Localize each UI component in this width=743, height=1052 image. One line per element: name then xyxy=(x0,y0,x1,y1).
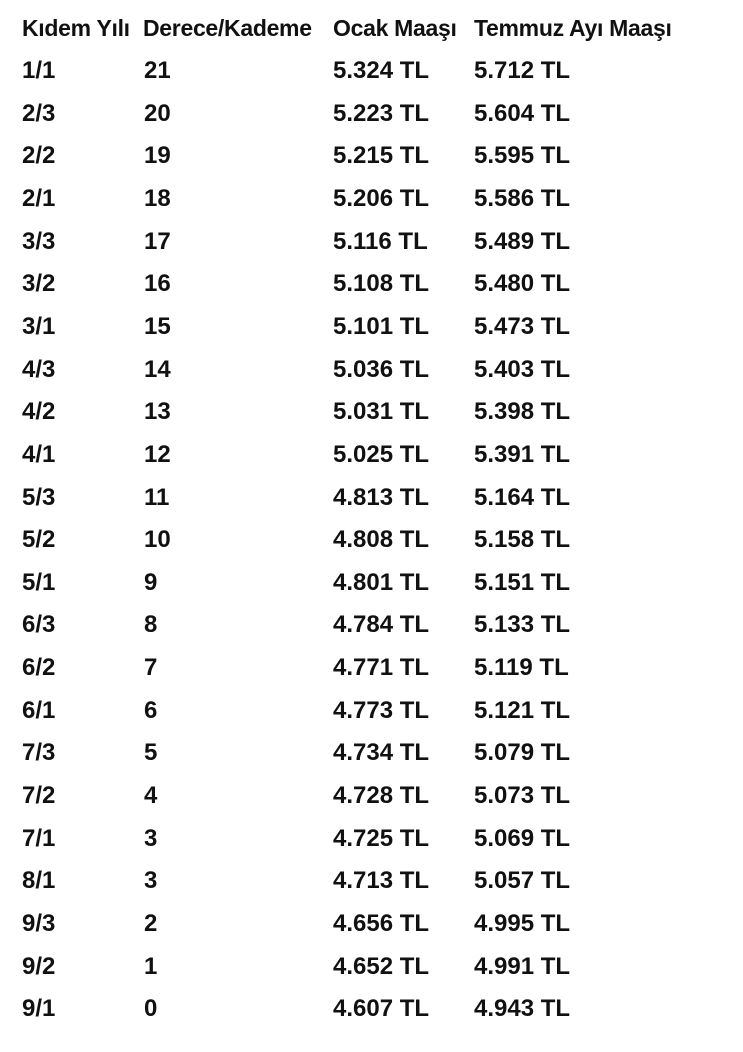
cell-ocak-maasi: 4.713 TL xyxy=(333,867,430,895)
table-row xyxy=(0,136,743,176)
cell-temmuz-maasi: 5.069 TL xyxy=(474,824,571,852)
cell-temmuz-maasi: 5.480 TL xyxy=(474,270,571,298)
cell-derece-kademe: 0 xyxy=(144,995,158,1023)
cell-kidem-yili: 3/3 xyxy=(22,227,56,255)
cell-derece-kademe: 20 xyxy=(144,99,171,127)
cell-temmuz-maasi: 5.133 TL xyxy=(474,611,571,639)
cell-derece-kademe: 16 xyxy=(144,270,171,298)
table-row xyxy=(0,691,743,731)
cell-temmuz-maasi: 5.164 TL xyxy=(474,483,571,511)
cell-kidem-yili: 8/1 xyxy=(22,867,56,895)
table-row xyxy=(0,392,743,432)
cell-derece-kademe: 10 xyxy=(144,526,171,554)
cell-kidem-yili: 7/3 xyxy=(22,739,56,767)
cell-ocak-maasi: 4.771 TL xyxy=(333,654,430,682)
header-kidem-yili: Kıdem Yılı xyxy=(22,15,130,41)
cell-derece-kademe: 2 xyxy=(144,910,158,937)
table-row xyxy=(0,776,743,816)
cell-kidem-yili: 3/2 xyxy=(22,270,56,298)
cell-ocak-maasi: 5.108 TL xyxy=(333,270,430,298)
cell-temmuz-maasi: 5.073 TL xyxy=(474,782,571,810)
header-ocak-maasi: Ocak Maaşı xyxy=(333,15,457,41)
cell-temmuz-maasi: 5.712 TL xyxy=(474,57,571,84)
cell-kidem-yili: 2/2 xyxy=(22,142,56,170)
cell-temmuz-maasi: 5.121 TL xyxy=(474,696,571,724)
table-row xyxy=(0,861,743,901)
cell-derece-kademe: 9 xyxy=(144,568,158,596)
cell-temmuz-maasi: 5.158 TL xyxy=(474,526,571,554)
cell-kidem-yili: 4/1 xyxy=(22,440,56,468)
cell-derece-kademe: 6 xyxy=(144,696,158,724)
cell-temmuz-maasi: 5.398 TL xyxy=(474,398,571,426)
cell-temmuz-maasi: 5.595 TL xyxy=(474,142,571,170)
table-row xyxy=(0,520,743,560)
table-row xyxy=(0,94,743,134)
cell-derece-kademe: 21 xyxy=(144,57,171,84)
cell-kidem-yili: 9/1 xyxy=(22,995,56,1023)
table-row xyxy=(0,947,743,987)
cell-ocak-maasi: 4.607 TL xyxy=(333,995,430,1023)
table-row xyxy=(0,733,743,773)
cell-temmuz-maasi: 5.489 TL xyxy=(474,227,571,255)
cell-ocak-maasi: 4.784 TL xyxy=(333,611,430,639)
cell-ocak-maasi: 5.116 TL xyxy=(333,227,428,255)
cell-ocak-maasi: 4.728 TL xyxy=(333,782,430,810)
cell-ocak-maasi: 5.101 TL xyxy=(333,312,430,340)
cell-ocak-maasi: 4.773 TL xyxy=(333,696,430,724)
table-row xyxy=(0,307,743,347)
table-row xyxy=(0,350,743,390)
cell-temmuz-maasi: 5.079 TL xyxy=(474,739,571,767)
cell-ocak-maasi: 4.813 TL xyxy=(333,483,430,511)
cell-derece-kademe: 3 xyxy=(144,824,158,852)
cell-derece-kademe: 11 xyxy=(144,483,170,511)
header-temmuz-maasi: Temmuz Ayı Maaşı xyxy=(474,15,672,41)
cell-ocak-maasi: 5.324 TL xyxy=(333,57,430,84)
table-row xyxy=(0,819,743,859)
cell-derece-kademe: 19 xyxy=(144,142,171,170)
cell-ocak-maasi: 5.036 TL xyxy=(333,355,430,383)
cell-kidem-yili: 2/1 xyxy=(22,184,56,212)
cell-kidem-yili: 2/3 xyxy=(22,99,56,127)
cell-derece-kademe: 4 xyxy=(144,782,158,810)
cell-kidem-yili: 3/1 xyxy=(22,312,56,340)
table-row xyxy=(0,605,743,645)
cell-temmuz-maasi: 5.391 TL xyxy=(474,440,571,468)
cell-ocak-maasi: 5.206 TL xyxy=(333,184,430,212)
cell-kidem-yili: 6/1 xyxy=(22,696,56,724)
cell-derece-kademe: 15 xyxy=(144,312,171,340)
table-row xyxy=(0,563,743,603)
cell-temmuz-maasi: 5.586 TL xyxy=(474,184,571,212)
table-row xyxy=(0,264,743,304)
table-row xyxy=(0,478,743,518)
table-row xyxy=(0,179,743,219)
cell-kidem-yili: 4/3 xyxy=(22,355,56,383)
table-row xyxy=(0,435,743,475)
table-row xyxy=(0,648,743,688)
cell-ocak-maasi: 4.801 TL xyxy=(333,568,430,596)
cell-kidem-yili: 5/1 xyxy=(22,568,56,596)
table-row xyxy=(0,989,743,1029)
cell-kidem-yili: 9/2 xyxy=(22,952,56,980)
cell-derece-kademe: 17 xyxy=(144,227,171,255)
cell-ocak-maasi: 5.223 TL xyxy=(333,99,430,127)
cell-temmuz-maasi: 5.057 TL xyxy=(474,867,571,895)
cell-kidem-yili: 5/3 xyxy=(22,483,56,511)
cell-kidem-yili: 1/1 xyxy=(22,57,56,84)
cell-ocak-maasi: 4.808 TL xyxy=(333,526,430,554)
cell-derece-kademe: 13 xyxy=(144,398,171,426)
cell-ocak-maasi: 4.652 TL xyxy=(333,952,430,980)
cell-kidem-yili: 7/1 xyxy=(22,824,56,852)
cell-ocak-maasi: 5.031 TL xyxy=(333,398,430,426)
table-row xyxy=(0,51,743,91)
cell-temmuz-maasi: 4.991 TL xyxy=(474,952,571,980)
cell-ocak-maasi: 4.725 TL xyxy=(333,824,430,852)
cell-temmuz-maasi: 4.943 TL xyxy=(474,995,571,1023)
cell-kidem-yili: 4/2 xyxy=(22,398,56,426)
cell-ocak-maasi: 5.215 TL xyxy=(333,142,430,170)
header-derece-kademe: Derece/Kademe xyxy=(143,15,312,41)
cell-temmuz-maasi: 5.151 TL xyxy=(474,568,571,596)
table-header-row xyxy=(0,8,743,48)
cell-temmuz-maasi: 5.604 TL xyxy=(474,99,571,127)
cell-ocak-maasi: 4.656 TL xyxy=(333,910,430,937)
cell-temmuz-maasi: 5.473 TL xyxy=(474,312,571,340)
table-row xyxy=(0,222,743,262)
cell-kidem-yili: 6/2 xyxy=(22,654,56,682)
cell-kidem-yili: 6/3 xyxy=(22,611,56,639)
cell-derece-kademe: 18 xyxy=(144,184,171,212)
table-row xyxy=(0,904,743,944)
cell-ocak-maasi: 5.025 TL xyxy=(333,440,430,468)
cell-derece-kademe: 7 xyxy=(144,654,158,682)
cell-kidem-yili: 7/2 xyxy=(22,782,56,810)
cell-derece-kademe: 1 xyxy=(144,952,158,980)
cell-ocak-maasi: 4.734 TL xyxy=(333,739,430,767)
cell-derece-kademe: 8 xyxy=(144,611,158,639)
cell-derece-kademe: 12 xyxy=(144,440,171,468)
cell-derece-kademe: 3 xyxy=(144,867,158,895)
cell-temmuz-maasi: 5.403 TL xyxy=(474,355,571,383)
cell-kidem-yili: 9/3 xyxy=(22,910,56,937)
cell-derece-kademe: 5 xyxy=(144,739,158,767)
cell-kidem-yili: 5/2 xyxy=(22,526,56,554)
cell-temmuz-maasi: 5.119 TL xyxy=(474,654,569,682)
cell-temmuz-maasi: 4.995 TL xyxy=(474,910,571,937)
cell-derece-kademe: 14 xyxy=(144,355,171,383)
